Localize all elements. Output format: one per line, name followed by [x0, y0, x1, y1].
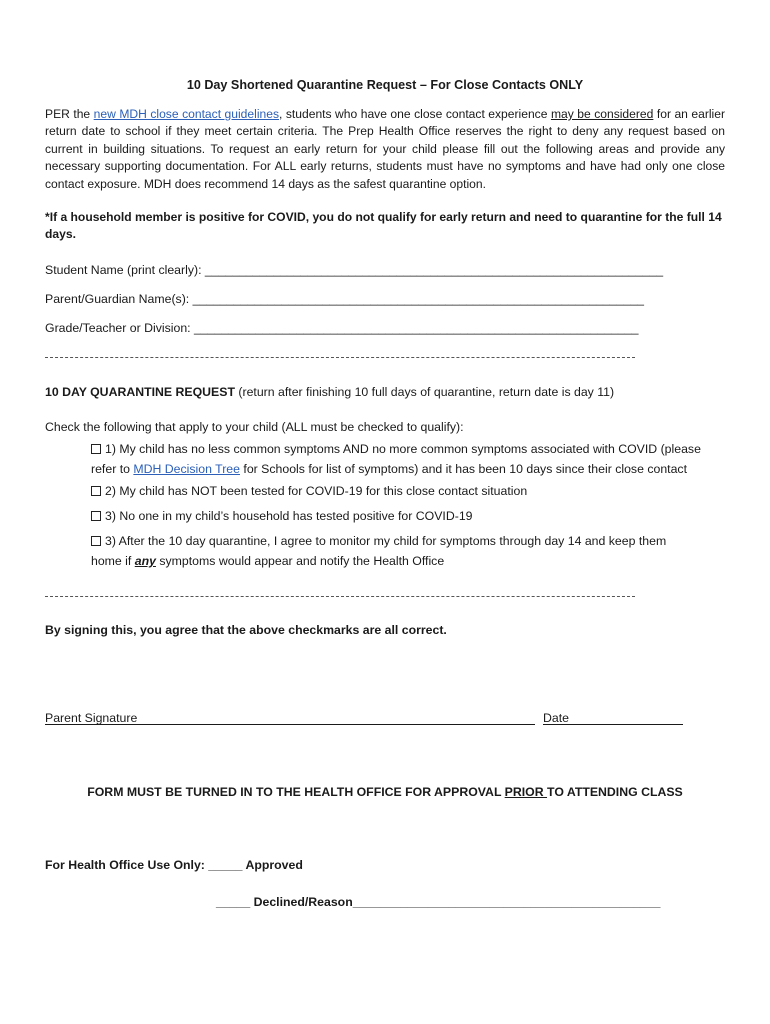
form-notice	[0, 784, 770, 801]
request-heading-line	[45, 384, 614, 401]
checkbox-1[interactable]	[91, 444, 101, 454]
checklist-item-4	[91, 533, 666, 550]
date-label: Date	[543, 711, 569, 725]
checklist-item-3-text: 3) No one in my child’s household has tested positive for COVID-19	[105, 509, 473, 523]
parent-signature-line[interactable]	[45, 724, 535, 725]
checklist-item-1	[91, 441, 701, 458]
page-title: 10 Day Shortened Quarantine Request – For Close Contacts ONLY	[186, 78, 584, 92]
checkbox-2[interactable]	[91, 486, 101, 496]
checklist-item-1-continued	[91, 461, 687, 478]
agreement-text: By signing this, you agree that the above checkmarks are all correct.	[45, 623, 447, 637]
intro-text-end: for an earlier return date to school if they meet certain criteria. The Prep Health Office reserves the right to deny any request based on current in building situations. To request an early return for your child please fill out the following areas and provide any necessary supporting documentation. For ALL early returns, students must have no symptoms and have had only one close contact exposure. MDH does recommend 14 days as the safest quarantine option.	[45, 107, 725, 191]
student-name-field[interactable]: Student Name (print clearly): ___________________________________________________________________	[45, 263, 664, 277]
checkbox-4[interactable]	[91, 536, 101, 546]
agreement-statement	[45, 622, 447, 639]
intro-paragraph	[45, 106, 725, 193]
checklist-item-2	[91, 483, 527, 500]
form-notice-text-start: FORM MUST BE TURNED IN TO THE HEALTH OFFICE FOR APPROVAL	[87, 785, 505, 799]
intro-text-middle: , students who have one close contact experience	[279, 107, 551, 121]
date-line[interactable]	[543, 724, 683, 725]
divider	[45, 357, 635, 358]
mdh-guidelines-link[interactable]: new MDH close contact guidelines	[93, 107, 280, 121]
checklist-item-1-text-post: for Schools for list of symptoms) and it has been 10 days since their close contact	[239, 462, 687, 476]
divider	[45, 596, 635, 597]
checklist-item-4-text-pre: home if	[91, 554, 135, 568]
checklist-item-4-text: 3) After the 10 day quarantine, I agree to monitor my child for symptoms through day 14 and keep them	[105, 534, 667, 548]
request-heading: 10 DAY QUARANTINE REQUEST	[45, 385, 235, 399]
form-notice-text-end: TO ATTENDING CLASS	[547, 785, 683, 799]
form-notice-emphasis: PRIOR	[504, 785, 548, 799]
mdh-decision-tree-link[interactable]: MDH Decision Tree	[133, 462, 240, 476]
checklist-item-4-emphasis: any	[134, 554, 156, 568]
health-office-approved[interactable]: For Health Office Use Only: _____ Approved	[45, 858, 303, 872]
checklist-item-1-text: 1) My child has no less common symptoms AND no more common symptoms associated with COVID (please	[105, 442, 701, 456]
grade-teacher-field[interactable]: Grade/Teacher or Division: _________________________________________________________________	[45, 321, 639, 335]
health-office-declined[interactable]: _____ Declined/Reason_____________________________________________	[216, 895, 661, 909]
request-instructions: Check the following that apply to your child (ALL must be checked to qualify):	[45, 420, 464, 434]
checklist-item-1-text-pre: refer to	[91, 462, 134, 476]
checkbox-3[interactable]	[91, 511, 101, 521]
parent-name-field[interactable]: Parent/Guardian Name(s): __________________________________________________________________	[45, 292, 644, 306]
parent-signature-label: Parent Signature	[45, 711, 138, 725]
household-note: *If a household member is positive for COVID, you do not qualify for early return and need to quarantine for the full 14 days.	[45, 210, 722, 242]
checklist-item-4-text-post: symptoms would appear and notify the Health Office	[155, 554, 445, 568]
intro-text-start: PER the	[45, 107, 94, 121]
checklist-item-4-continued	[91, 553, 444, 570]
intro-underlined-text: may be considered	[550, 107, 654, 121]
request-subtitle: (return after finishing 10 full days of quarantine, return date is day 11)	[234, 385, 615, 399]
checklist-item-2-text: 2) My child has NOT been tested for COVID-19 for this close contact situation	[105, 484, 528, 498]
checklist-item-3	[91, 508, 473, 525]
